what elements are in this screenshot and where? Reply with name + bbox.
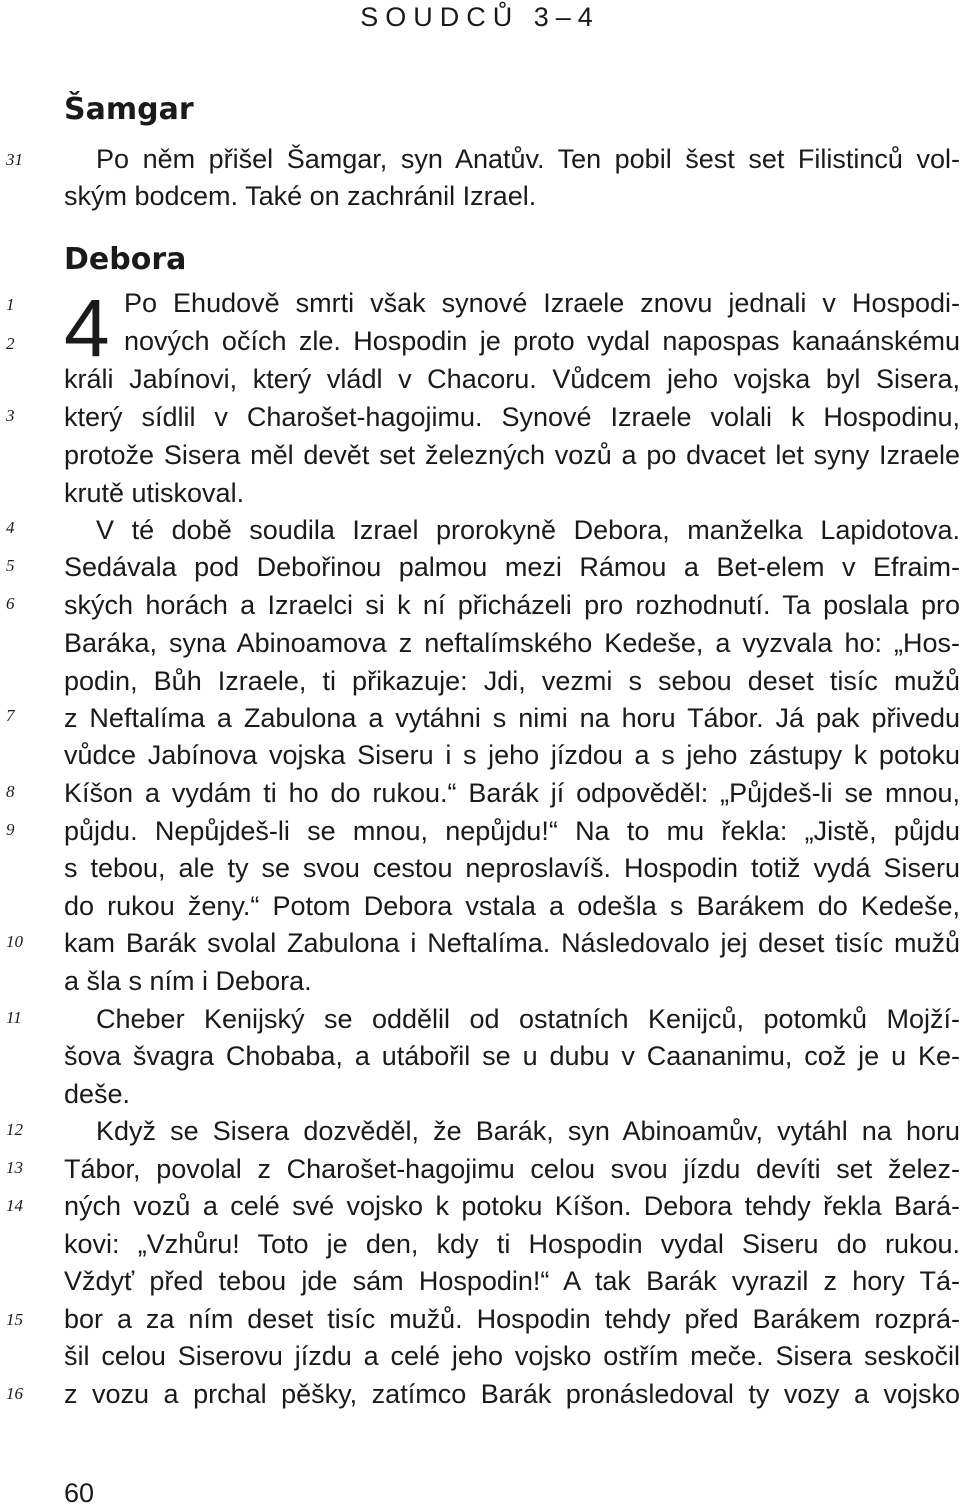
verse-number: 14 xyxy=(6,1196,23,1215)
verse-number: 12 xyxy=(6,1120,23,1139)
text-line: ským bodcem. Také on zachránil Izrael. xyxy=(64,181,537,211)
text-line: nových očích zle. Hospodin je proto vydal napospas kanaánskému xyxy=(124,326,960,356)
text-line: králi Jabínovi, který vládl v Chacoru. Vůdcem jeho vojska byl Sisera, xyxy=(64,364,960,394)
text-line: Cheber Kenijský se oddělil od ostatních Kenijců, potomků Mojží- xyxy=(96,1004,960,1034)
verse-number: 10 xyxy=(6,932,23,951)
text-line: krutě utiskoval. xyxy=(64,478,245,508)
verse-number: 16 xyxy=(6,1384,23,1403)
verse-number: 1 xyxy=(6,295,15,314)
verse-number: 2 xyxy=(6,334,15,353)
verse-number: 5 xyxy=(6,556,15,575)
text-line: protože Sisera měl devět set železných vozů a po dvacet let syny Izraele xyxy=(64,440,960,470)
text-line: ných vozů a celé své vojsko k potoku Kíšon. Debora tehdy řekla Bará- xyxy=(64,1191,960,1221)
text-line: kovi: „Vzhůru! Toto je den, kdy ti Hospodin vydal Siseru do rukou. xyxy=(64,1229,960,1259)
page-number: 60 xyxy=(64,1478,95,1508)
verse-number: 4 xyxy=(6,518,15,537)
text-line: z Neftalíma a Zabulona a vytáhni s nimi na horu Tábor. Já pak přivedu xyxy=(64,703,960,733)
chapter-number: 4 xyxy=(64,283,110,374)
text-line: Baráka, syna Abinoamova z neftalímského Kedeše, a vyzvala ho: „Hos- xyxy=(64,628,960,658)
text-line: půjdu. Nepůjdeš-li se mnou, nepůjdu!“ Na to mu řekla: „Jistě, půjdu xyxy=(64,816,960,846)
verse-number: 13 xyxy=(6,1158,23,1177)
running-head: SOUDCŮ 3–4 xyxy=(360,2,600,32)
text-line: Kíšon a vydám ti ho do rukou.“ Barák jí odpověděl: „Půjdeš-li se mnou, xyxy=(64,778,960,808)
text-line: Po Ehudově smrti však synové Izraele znovu jednali v Hospodi- xyxy=(124,288,960,318)
verse-number: 7 xyxy=(6,706,15,725)
text-line: Vždyť před tebou jde sám Hospodin!“ A tak Barák vyrazil z hory Tá- xyxy=(64,1266,960,1296)
text-line: z vozu a prchal pěšky, zatímco Barák pronásledoval ty vozy a vojsko xyxy=(64,1379,960,1409)
verse-number: 8 xyxy=(6,782,15,801)
verse-number: 3 xyxy=(6,406,15,425)
verse-number: 15 xyxy=(6,1310,23,1329)
text-line: Po něm přišel Šamgar, syn Anatův. Ten pobil šest set Filistinců vol- xyxy=(96,144,960,174)
section-heading-samgar: Šamgar xyxy=(64,92,194,127)
text-line: který sídlil v Charošet-hagojimu. Synové Izraele volali k Hospodinu, xyxy=(64,402,960,432)
section-heading-debora: Debora xyxy=(64,242,187,277)
text-line: a šla s ním i Debora. xyxy=(64,966,312,996)
text-line: ských horách a Izraelci si k ní přicházeli pro rozhodnutí. Ta poslala pro xyxy=(64,590,960,620)
text-line: vůdce Jabínova vojska Siseru i s jeho jízdou a s jeho zástupy k potoku xyxy=(64,740,960,770)
text-line: kam Barák svolal Zabulona i Neftalíma. Následovalo jej deset tisíc mužů xyxy=(64,928,960,958)
text-line: deše. xyxy=(64,1079,131,1109)
verse-number: 9 xyxy=(6,820,15,839)
text-line: bor a za ním deset tisíc mužů. Hospodin tehdy před Barákem rozprá- xyxy=(64,1304,960,1334)
verse-number: 11 xyxy=(6,1008,22,1027)
text-line: Sedávala pod Debořinou palmou mezi Rámou a Bet-elem v Efraim- xyxy=(64,552,960,582)
text-line: do rukou ženy.“ Potom Debora vstala a odešla s Barákem do Kedeše, xyxy=(64,891,960,921)
text-line: s tebou, ale ty se svou cestou neproslavíš. Hospodin totiž vydá Siseru xyxy=(64,853,960,883)
text-line: Tábor, povolal z Charošet-hagojimu celou svou jízdu devíti set želez- xyxy=(64,1154,960,1184)
text-line: podin, Bůh Izraele, ti přikazuje: Jdi, vezmi s sebou deset tisíc mužů xyxy=(64,666,960,696)
verse-number: 6 xyxy=(6,594,15,613)
text-line: šil celou Siserovu jízdu a celé jeho vojsko ostřím meče. Sisera seskočil xyxy=(64,1341,960,1371)
text-line: V té době soudila Izrael prorokyně Debora, manželka Lapidotova. xyxy=(96,515,960,545)
verse-number: 31 xyxy=(6,150,23,169)
text-line: Když se Sisera dozvěděl, že Barák, syn Abinoamův, vytáhl na horu xyxy=(96,1116,960,1146)
text-line: šova švagra Chobaba, a utábořil se u dubu v Caananimu, což je u Ke- xyxy=(64,1041,960,1071)
